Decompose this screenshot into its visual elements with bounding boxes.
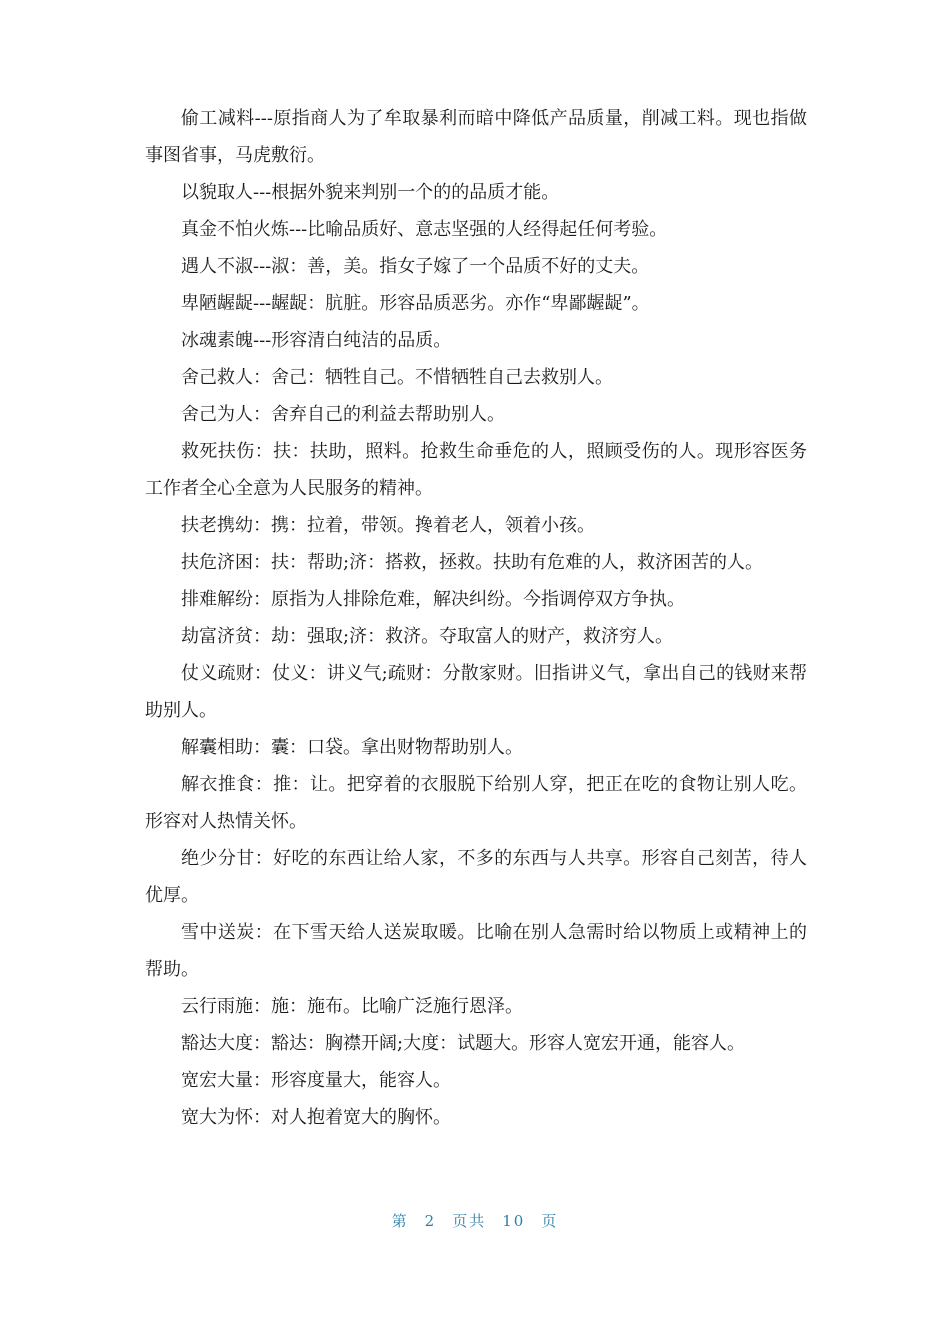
paragraph: 排难解纷：原指为人排除危难，解决纠纷。今指调停双方争执。	[181, 589, 685, 610]
footer-ye: 页	[541, 1212, 559, 1230]
paragraph: 解衣推食：推：让。把穿着的衣服脱下给别人穿，把正在吃的食物让别人吃。形容对人热情关怀。	[145, 774, 807, 832]
paragraph: 真金不怕火炼---比喻品质好、意志坚强的人经得起任何考验。	[181, 219, 668, 240]
paragraph: 绝少分甘：好吃的东西让给人家，不多的东西与人共享。形容自己刻苦，待人优厚。	[145, 848, 807, 906]
footer-ye-gong: 页共	[452, 1212, 487, 1230]
paragraph: 舍己救人：舍己：牺牲自己。不惜牺牲自己去救别人。	[181, 367, 613, 388]
paragraph: 卑陋龌龊---龌龊：肮脏。形容品质恶劣。亦作“卑鄙龌龊”。	[181, 293, 650, 314]
paragraph: 仗义疏财：仗义：讲义气;疏财：分散家财。旧指讲义气，拿出自己的钱财来帮助别人。	[145, 663, 807, 721]
paragraph: 扶老携幼：携：拉着，带领。搀着老人，领着小孩。	[181, 515, 595, 536]
paragraph: 劫富济贫：劫：强取;济：救济。夺取富人的财产，救济穷人。	[181, 626, 674, 647]
paragraph: 扶危济困：扶：帮助;济：搭救，拯救。扶助有危难的人，救济困苦的人。	[181, 552, 764, 573]
paragraph: 舍己为人：舍弃自己的利益去帮助别人。	[181, 404, 505, 425]
paragraph: 遇人不淑---淑：善，美。指女子嫁了一个品质不好的丈夫。	[181, 256, 650, 277]
footer-page-number: 2	[424, 1212, 437, 1230]
paragraph: 偷工减料---原指商人为了牟取暴利而暗中降低产品质量，削减工料。现也指做事图省事，马虎敷衍。	[145, 108, 807, 166]
document-body	[145, 100, 807, 1136]
footer-total-pages: 10	[502, 1212, 526, 1230]
paragraph: 云行雨施：施：施布。比喻广泛施行恩泽。	[181, 996, 523, 1017]
paragraph: 雪中送炭：在下雪天给人送炭取暖。比喻在别人急需时给以物质上或精神上的帮助。	[145, 922, 807, 980]
footer-di: 第	[391, 1212, 409, 1230]
paragraph: 宽宏大量：形容度量大，能容人。	[181, 1070, 451, 1091]
paragraph: 冰魂素魄---形容清白纯洁的品质。	[181, 330, 452, 351]
paragraph: 豁达大度：豁达：胸襟开阔;大度：试题大。形容人宽宏开通，能容人。	[181, 1033, 746, 1054]
paragraph: 以貌取人---根据外貌来判别一个的的品质才能。	[181, 182, 560, 203]
paragraph: 救死扶伤：扶：扶助，照料。抢救生命垂危的人，照顾受伤的人。现形容医务工作者全心全意为人民服务的精神。	[145, 441, 807, 499]
paragraph: 宽大为怀：对人抱着宽大的胸怀。	[181, 1107, 451, 1128]
paragraph: 解囊相助：囊：口袋。拿出财物帮助别人。	[181, 737, 523, 758]
page-footer	[0, 1210, 950, 1231]
